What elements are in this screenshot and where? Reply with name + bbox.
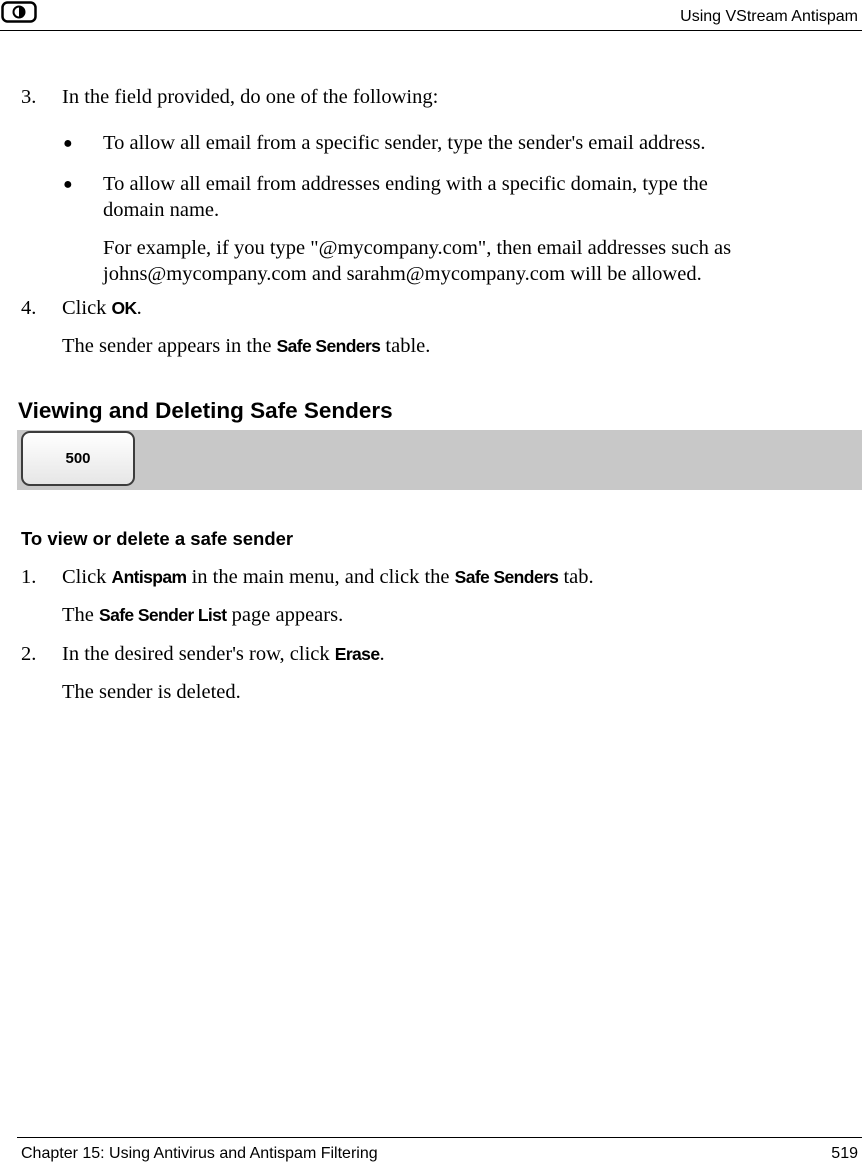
step-text: Click Antispam in the main menu, and click the Safe Senders tab. [62, 566, 594, 588]
step-text: In the desired sender's row, click Erase. [62, 643, 385, 665]
ui-term: Antispam [111, 567, 187, 587]
step-result: The sender is deleted. [62, 681, 241, 703]
bullet-item: To allow all email from a specific sender, type the sender's email address. [103, 132, 706, 154]
logo-icon [1, 1, 37, 23]
section-heading: Viewing and Deleting Safe Senders [18, 398, 393, 423]
bullet-item-continuation: domain name. [103, 199, 220, 221]
step-number: 2. [21, 643, 37, 665]
step-number: 4. [21, 297, 37, 319]
header-title: Using VStream Antispam [680, 8, 858, 25]
step-number: 1. [21, 566, 37, 588]
ui-term: Safe Senders [454, 567, 559, 587]
ui-term: Safe Senders [276, 336, 381, 356]
bullet-icon: ● [63, 135, 73, 152]
device-badge: 500 [21, 431, 135, 486]
ui-term: Erase [334, 644, 380, 664]
device-applicability-bar [17, 430, 862, 490]
step-number: 3. [21, 86, 37, 108]
footer-chapter: Chapter 15: Using Antivirus and Antispam Filtering [21, 1145, 378, 1162]
procedure-heading: To view or delete a safe sender [21, 528, 294, 549]
step-text: Click OK. [62, 297, 142, 319]
page-number: 519 [831, 1145, 858, 1162]
example-text: For example, if you type "@mycompany.com", then email addresses such as [103, 237, 732, 259]
bullet-item: To allow all email from addresses ending with a specific domain, type the [103, 173, 708, 195]
step-result: The sender appears in the Safe Senders table. [62, 335, 431, 357]
step-text: In the field provided, do one of the following: [62, 86, 439, 108]
header-divider [0, 30, 862, 31]
ui-term: OK [111, 298, 137, 318]
ui-term: Safe Sender List [99, 605, 227, 625]
bullet-icon: ● [63, 176, 73, 193]
step-result: The Safe Sender List page appears. [62, 604, 344, 626]
footer-divider [17, 1137, 862, 1138]
example-text: johns@mycompany.com and sarahm@mycompany.com will be allowed. [103, 263, 702, 285]
